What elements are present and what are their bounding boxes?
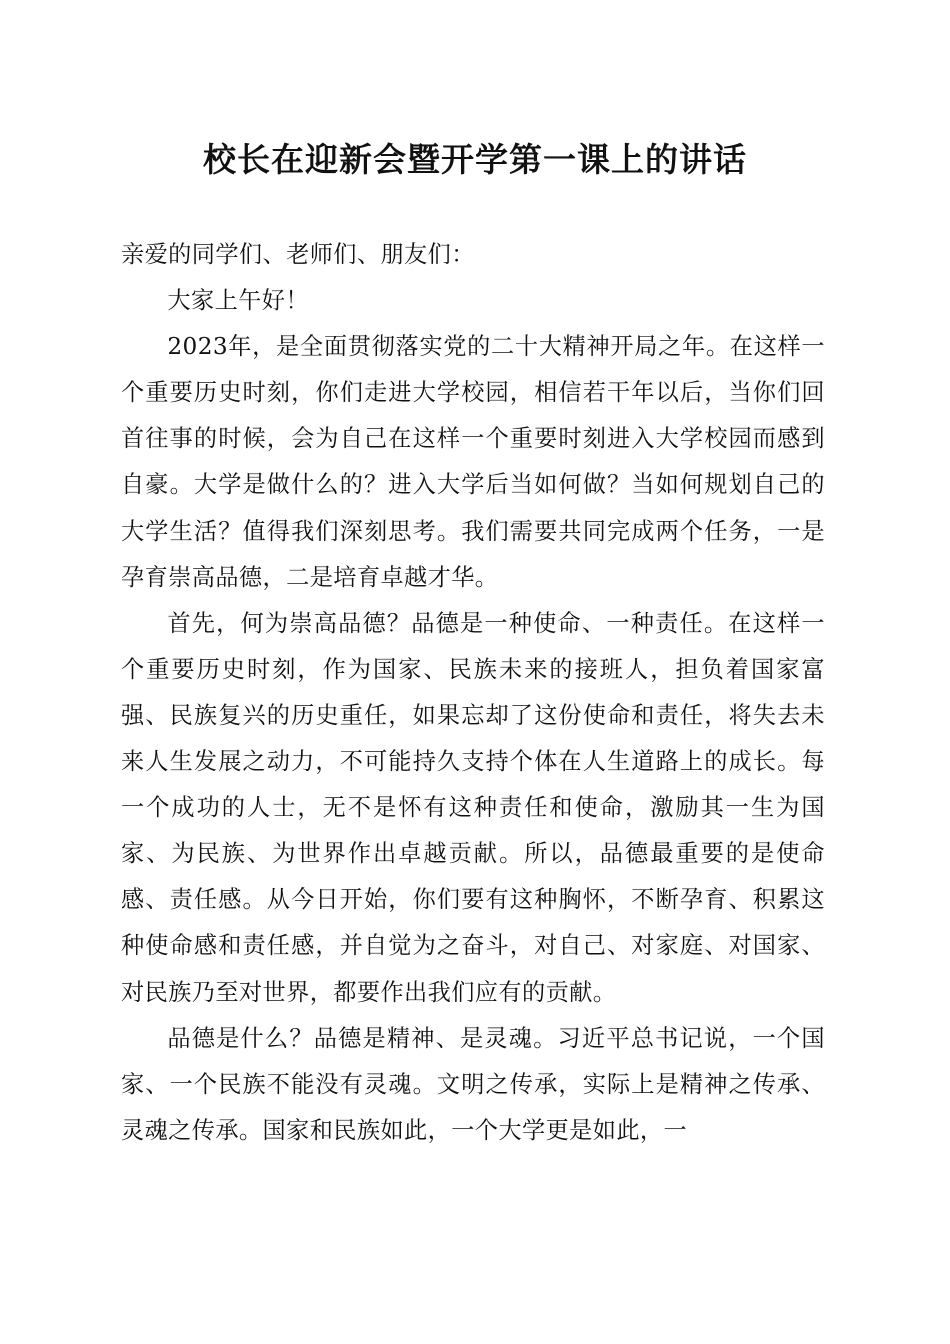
paragraph-greeting: 大家上午好！ xyxy=(167,287,309,315)
document-body xyxy=(121,232,825,1154)
paragraph-noble-character: 首先，何为崇高品德？品德是一种使命、一种责任。在这样一个重要历史时刻，作为国家、民族未来的接班人，担负着国家富强、民族复兴的历史重任，如果忘却了这份使命和责任，将失去未来人生发展之动力，不可能持久支持个体在人生道路上的成长。每一个成功的人士，无不是怀有这种责任和使命，激励其一生为国家、为民族、为世界作出卓越贡献。所以，品德最重要的是使命感、责任感。从今日开始，你们要有这种胸怀，不断孕育、积累这种使命感和责任感，并自觉为之奋斗，对自己、对家庭、对国家、对民族乃至对世界，都要作出我们应有的贡献。 xyxy=(121,609,825,1006)
paragraph-spirit-soul: 品德是什么？品德是精神、是灵魂。习近平总书记说，一个国家、一个民族不能没有灵魂。文明之传承，实际上是精神之传承、灵魂之传承。国家和民族如此，一个大学更是如此，一 xyxy=(121,1024,825,1144)
paragraph-intro: 2023年，是全面贯彻落实党的二十大精神开局之年。在这样一个重要历史时刻，你们走进大学校园，相信若干年以后，当你们回首往事的时候，会为自己在这样一个重要时刻进入大学校园而感到自豪。大学是做什么的？进入大学后当如何做？当如何规划自己的大学生活？值得我们深刻思考。我们需要共同完成两个任务，一是孕育崇高品德，二是培育卓越才华。 xyxy=(121,333,825,591)
document-title: 校长在迎新会暨开学第一课上的讲话 xyxy=(203,140,747,179)
salutation: 亲爱的同学们、老师们、朋友们： xyxy=(121,241,475,268)
